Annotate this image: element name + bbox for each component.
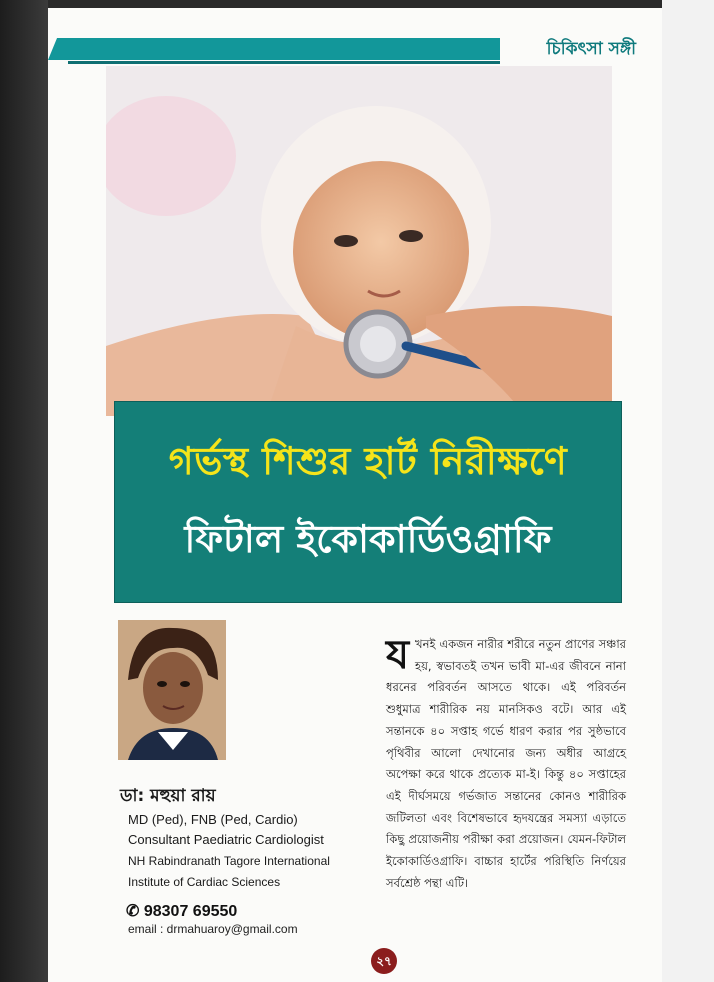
author-credential: MD (Ped), FNB (Ped, Cardio) xyxy=(128,812,298,827)
header-bar-underline xyxy=(68,61,500,64)
hero-photo xyxy=(106,66,612,416)
author-credential: Institute of Cardiac Sciences xyxy=(128,875,281,889)
article-title-line1: গর্ভস্থ শিশুর হার্ট নিরীক্ষণে xyxy=(168,439,568,483)
author-credential: Consultant Paediatric Cardiologist xyxy=(128,832,324,847)
title-banner xyxy=(114,401,622,603)
page-edge xyxy=(662,0,714,982)
page-number: ২৭ xyxy=(371,948,397,974)
author-name: ডা: মহুয়া রায় xyxy=(120,786,216,806)
article-dropcap: য xyxy=(386,632,410,678)
page-shadow xyxy=(0,0,48,982)
author-credential: NH Rabindranath Tagore International xyxy=(128,854,330,868)
author-portrait-icon xyxy=(118,620,226,760)
section-label: চিকিৎসা সঙ্গী xyxy=(546,39,636,59)
author-phone xyxy=(126,901,237,921)
magazine-page xyxy=(48,8,662,982)
article-title-line2: ফিটাল ইকোকার্ডিওগ্রাফি xyxy=(184,517,552,561)
header-bar xyxy=(48,38,500,60)
article-paragraph: খনই একজন নারীর শরীরে নতুন প্রাণের সঞ্চার হয়, স্বভাবতই তখন ভাবী মা-এর জীবনে নানা ধরনের পরিবর্তন আসতে থাকে। এই পরিবর্তন শুধুমাত্র শারীরিক নয় মানসিকও বটে। আর এই সন্তানকে ৪০ সপ্তাহ গর্ভে ধারণ করার পর সুষ্ঠভাবে পৃথিবীর আলো দেখানোর জন্য অধীর আগ্রহে অপেক্ষা করে থাকে প্রত্যেক মা-ই। কিন্তু ৪০ সপ্তাহের এই দীর্ঘসময়ে গর্ভজাত সন্তানের কোনও শারীরিক জটিলতা এবং বিশেষভাবে হৃদযন্ত্রের সমস্যা এড়াতে কিছু প্রয়োজনীয় পরীক্ষা করা প্রয়োজন। যেমন-ফিটাল ইকোকার্ডিওগ্রাফি। বাচ্চার হার্টের পরিস্থিতি নির্ণয়ের সর্বশ্রেষ্ঠ পন্থা এটি। xyxy=(386,637,626,890)
article-body xyxy=(386,634,626,894)
baby-stethoscope-icon xyxy=(106,66,612,416)
author-email: email : drmahuaroy@gmail.com xyxy=(128,922,298,936)
phone-number: 98307 69550 xyxy=(143,903,238,920)
author-photo xyxy=(118,620,226,760)
phone-icon: ✆ xyxy=(126,903,144,920)
